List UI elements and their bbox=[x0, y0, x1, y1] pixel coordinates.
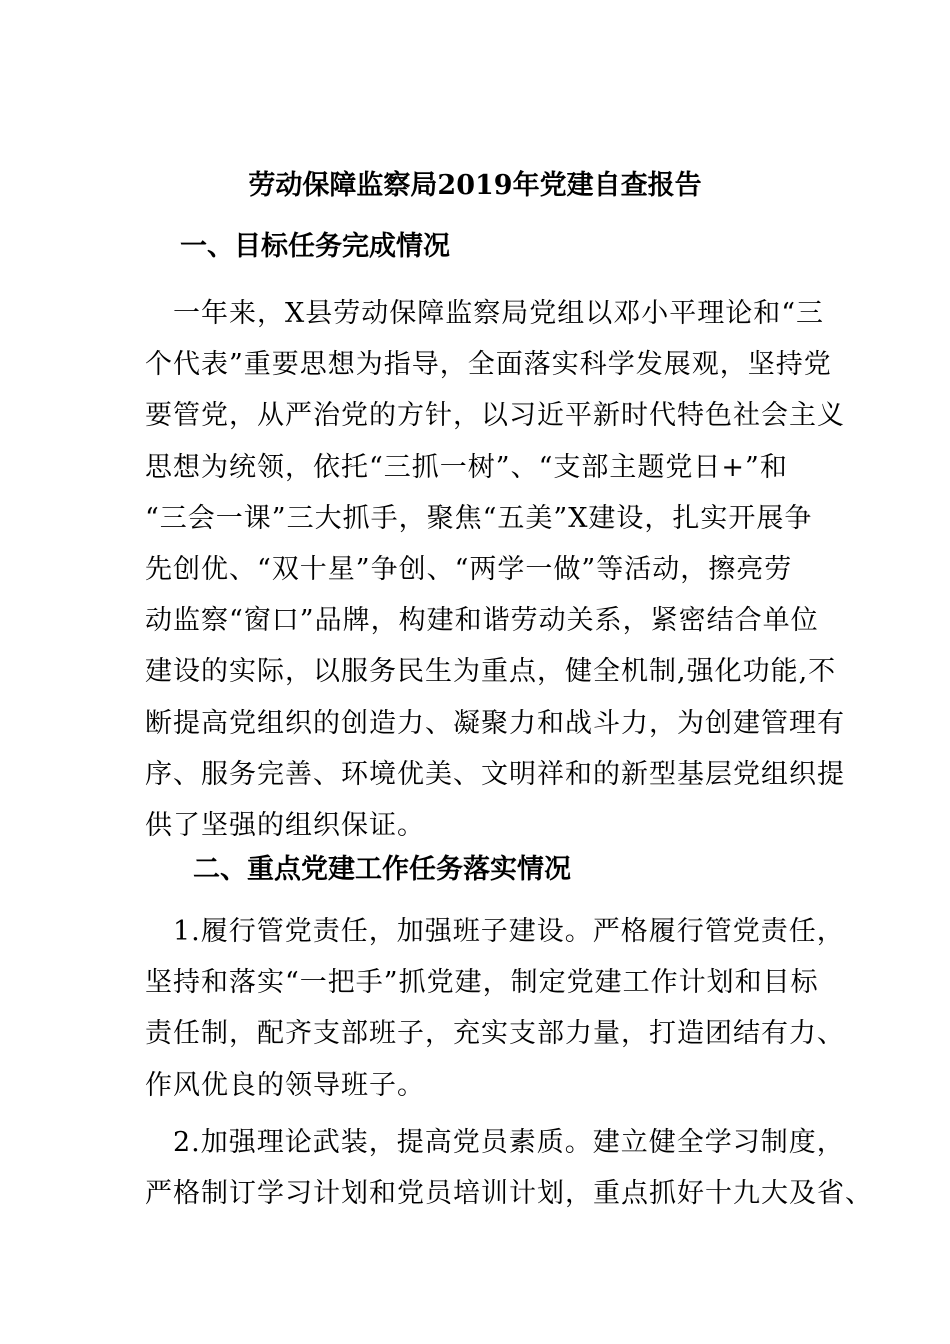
paragraph-line: 坚持和落实“一把手”抓党建，制定党建工作计划和目标 bbox=[145, 967, 819, 999]
paragraph-line: 2.加强理论武装，提高党员素质。建立健全学习制度， bbox=[145, 1127, 845, 1158]
paragraph-line: 动监察“窗口”品牌，构建和谐劳动关系，紧密结合单位 bbox=[145, 605, 819, 637]
paragraph-line: 严格制订学习计划和党员培训计划，重点抓好十九大及省、 bbox=[145, 1178, 873, 1210]
paragraph-line: 供了坚强的组织保证。 bbox=[145, 809, 425, 841]
paragraph-line: 序、服务完善、环境优美、文明祥和的新型基层党组织提 bbox=[145, 758, 845, 790]
paragraph-line: 建设的实际，以服务民生为重点，健全机制,强化功能,不 bbox=[145, 656, 837, 688]
section-heading-1: 一、目标任务完成情况 bbox=[180, 231, 450, 262]
paragraph-line: 作风优良的领导班子。 bbox=[145, 1069, 425, 1101]
paragraph-line: 1.履行管党责任，加强班子建设。严格履行管党责任， bbox=[145, 916, 845, 947]
page-title: 劳动保障监察局2019年党建自查报告 bbox=[248, 170, 702, 201]
paragraph-line: 思想为统领，依托“三抓一树”、“支部主题党日+”和 bbox=[145, 451, 788, 483]
paragraph-line: 要管党，从严治党的方针，以习近平新时代特色社会主义 bbox=[145, 400, 845, 432]
paragraph-line: 一年来，X县劳动保障监察局党组以邓小平理论和“三 bbox=[145, 298, 825, 329]
paragraph-line: 个代表”重要思想为指导，全面落实科学发展观，坚持党 bbox=[145, 349, 832, 381]
paragraph-line: 先创优、“双十星”争创、“两学一做”等活动，擦亮劳 bbox=[145, 553, 793, 585]
paragraph-line: “三会一课”三大抓手，聚焦“五美”X建设，扎实开展争 bbox=[145, 502, 813, 534]
paragraph-line: 责任制，配齐支部班子，充实支部力量，打造团结有力、 bbox=[145, 1018, 845, 1050]
paragraph-line: 断提高党组织的创造力、凝聚力和战斗力，为创建管理有 bbox=[145, 707, 845, 739]
paragraph-2 bbox=[145, 906, 845, 1111]
paragraph-1 bbox=[145, 288, 845, 851]
section-heading-2: 二、重点党建工作任务落实情况 bbox=[193, 854, 571, 885]
paragraph-3 bbox=[145, 1117, 873, 1219]
